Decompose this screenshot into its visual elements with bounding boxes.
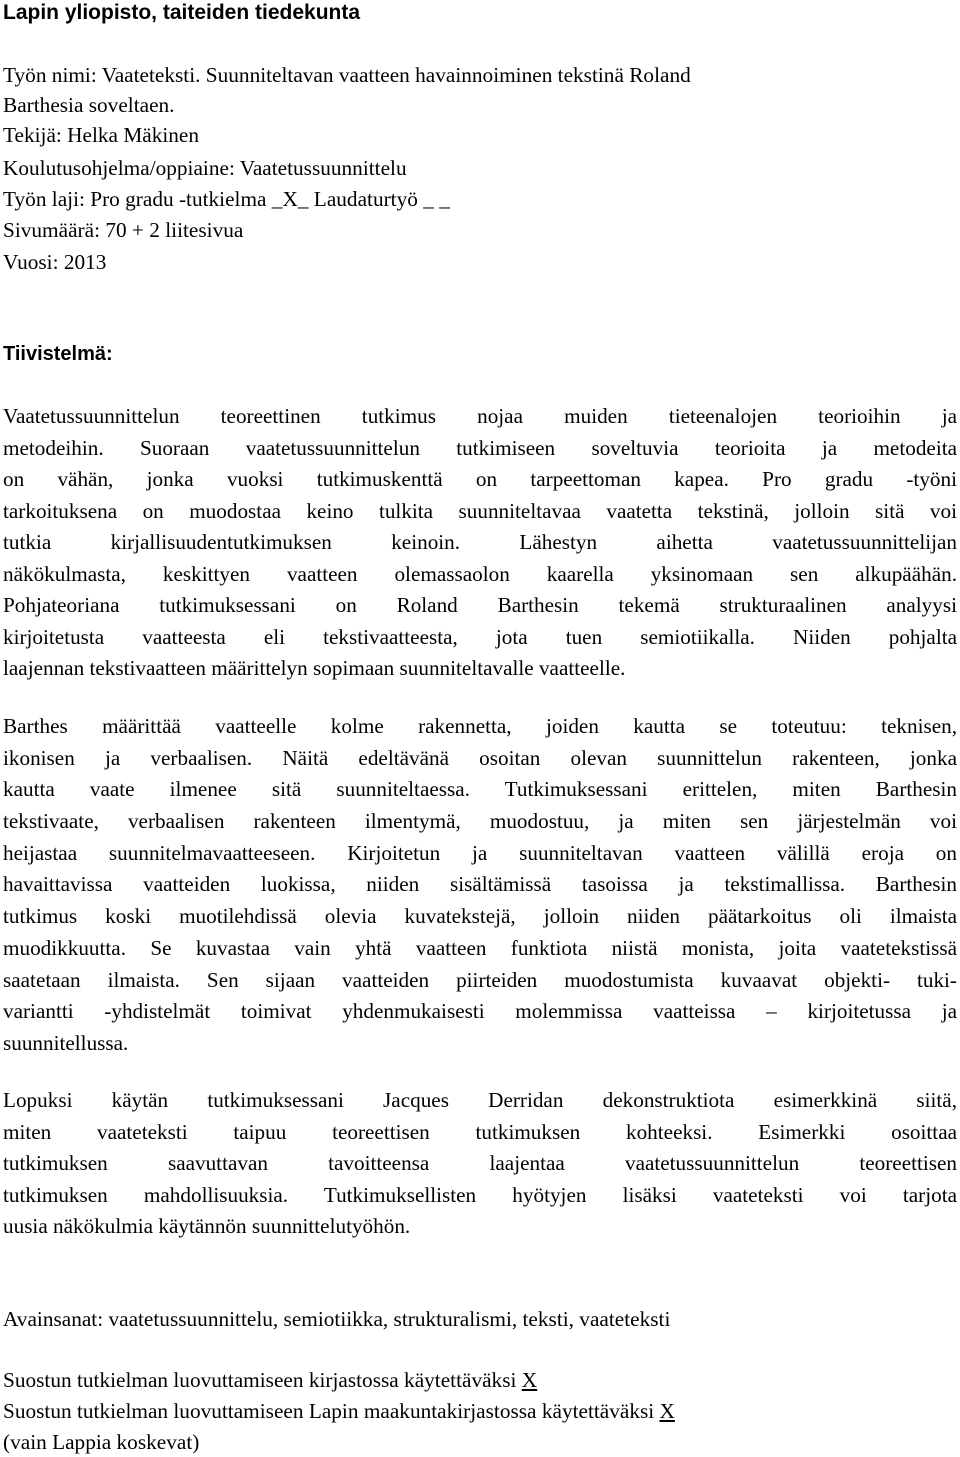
text-line: miten vaateteksti taipuu teoreettisen tutkimuksen kohteeksi. Esimerkki osoittaa: [3, 1119, 957, 1144]
page-count-line: Sivumäärä: 70 + 2 liitesivua: [3, 218, 244, 242]
work-type-line: Työn laji: Pro gradu -tutkielma _X_ Laudaturtyö _ _: [3, 187, 450, 211]
lapland-consent-mark: X: [659, 1399, 675, 1423]
work-title-line-1: Työn nimi: Vaateteksti. Suunniteltavan vaatteen havainnoiminen tekstinä Roland: [3, 63, 691, 87]
text-line: tutkimus koski muotilehdissä olevia kuvatekstejä, jolloin niiden päätarkoitus oli ilmaista: [3, 904, 957, 929]
text-line: saatetaan ilmaista. Sen sijaan vaatteiden piirteiden muodostumista kuvaavat objekti- tuki-: [3, 967, 957, 992]
year-line: Vuosi: 2013: [3, 250, 107, 274]
text-line: näkökulmasta, keskittyen vaatteen olemassaolon kaarella yksinomaan sen alkupäähän.: [3, 561, 957, 586]
program-line: Koulutusohjelma/oppiaine: Vaatetussuunnittelu: [3, 156, 407, 180]
library-consent-line: [3, 1367, 537, 1393]
text-line: variantti -yhdistelmät toimivat yhdenmukaisesti molemmissa vaatteissa – kirjoitetussa ja: [3, 999, 957, 1024]
text-line: kautta vaate ilmenee sitä suunniteltaessa. Tutkimuksessani erittelen, miten Barthesin: [3, 777, 957, 802]
text-line: Barthes määrittää vaatteelle kolme rakennetta, joiden kautta se toteutuu: teknisen,: [3, 714, 957, 738]
lapland-consent-line: [3, 1398, 675, 1424]
text-line: uusia näkökulmia käytännön suunnittelutyöhön.: [3, 1214, 411, 1238]
author-line: Tekijä: Helka Mäkinen: [3, 123, 200, 147]
abstract-paragraph-2: [3, 713, 957, 1062]
abstract-paragraph-1: [3, 403, 957, 687]
text-line: metodeihin. Suoraan vaatetussuunnittelun tutkimiseen soveltuvia teorioita ja metodeita: [3, 435, 957, 460]
text-line: ikonisen ja verbaalisen. Näitä edeltävänä osoitan olevan suunnittelun rakenteen, jonka: [3, 745, 957, 770]
library-consent-text: Suostun tutkielman luovuttamiseen kirjastossa käytettäväksi: [3, 1368, 522, 1392]
text-line: tutkimuksen saavuttavan tavoitteensa laajentaa vaatetussuunnittelun teoreettisen: [3, 1151, 957, 1175]
text-line: tutkimuksen mahdollisuuksia. Tutkimuksellisten hyötyjen lisäksi vaateteksti voi tarjota: [3, 1182, 957, 1207]
text-line: suunnitellussa.: [3, 1030, 129, 1055]
text-line: heijastaa suunnitelmavaatteeseen. Kirjoitetun ja suunniteltavan vaatteen välillä eroja on: [3, 840, 957, 865]
text-line: Pohjateoriana tutkimuksessani on Roland Barthesin tekemä strukturaalinen analyysi: [3, 593, 957, 617]
text-line: laajennan tekstivaatteen määrittelyn sopimaan suunniteltavalle vaatteelle.: [3, 656, 626, 680]
library-consent-mark: X: [521, 1368, 538, 1392]
abstract-paragraph-3: [3, 1087, 957, 1245]
lapland-consent-text: Suostun tutkielman luovuttamiseen Lapin maakuntakirjastossa käytettäväksi: [3, 1399, 660, 1423]
text-line: Lopuksi käytän tutkimuksessani Jacques Derridan dekonstruktiota esimerkkinä siitä,: [3, 1088, 957, 1112]
text-line: havaittavissa vaatteiden luokissa, niiden sisältämissä tasoissa ja tekstimallissa. Barthesin: [3, 872, 957, 897]
abstract-heading: Tiivistelmä:: [3, 343, 113, 365]
text-line: tutkia kirjallisuudentutkimuksen keinoin. Lähestyn aihetta vaatetussuunnittelijan: [3, 530, 957, 554]
work-title-line-2: Barthesia soveltaen.: [3, 93, 175, 117]
lapland-consent-note: (vain Lappia koskevat): [3, 1430, 200, 1454]
text-line: tarkoituksena on muodostaa keino tulkita suunniteltavaa vaatetta tekstinä, jolloin sitä voi: [3, 498, 957, 523]
keywords-line: Avainsanat: vaatetussuunnittelu, semiotiikka, strukturalismi, teksti, vaateteksti: [3, 1307, 671, 1331]
text-line: muodikkuutta. Se kuvastaa vain yhtä vaatteen funktiota niistä monista, joita vaatetekstissä: [3, 935, 957, 960]
text-line: on vähän, jonka vuoksi tutkimuskenttä on tarpeettoman kapea. Pro gradu -työni: [3, 467, 957, 491]
text-line: kirjoitetusta vaatteesta eli tekstivaatteesta, jota tuen semiotiikalla. Niiden pohjalta: [3, 624, 957, 649]
institution-heading: Lapin yliopisto, taiteiden tiedekunta: [3, 1, 361, 24]
text-line: Vaatetussuunnittelun teoreettinen tutkimus nojaa muiden tieteenalojen teorioihin ja: [3, 404, 957, 428]
text-line: tekstivaate, verbaalisen rakenteen ilmentymä, muodostuu, ja miten sen järjestelmän voi: [3, 809, 957, 834]
